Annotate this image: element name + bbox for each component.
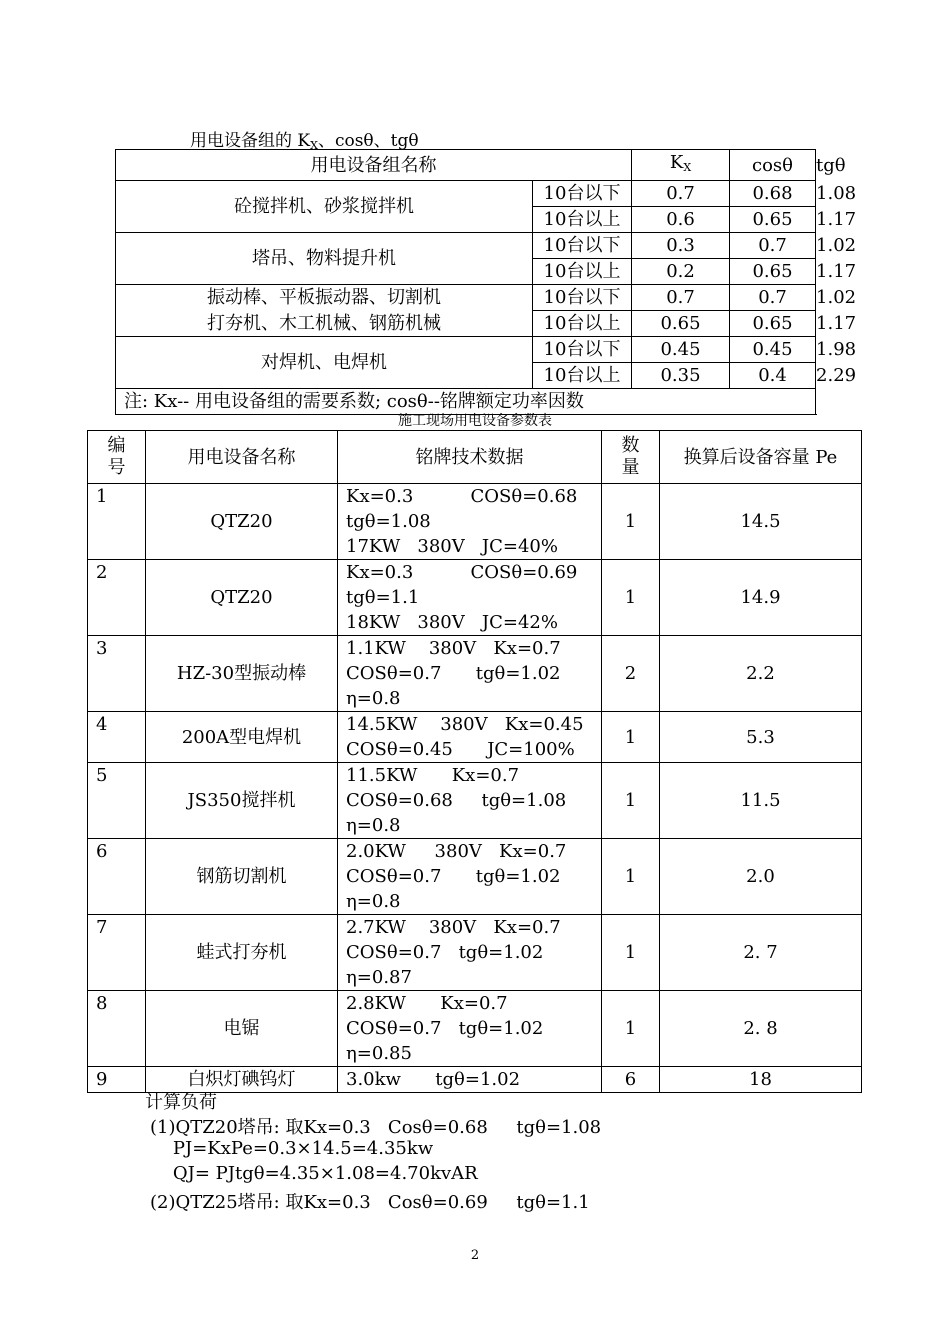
spec-cell: [338, 763, 602, 839]
spec-line: tgθ=1.1: [346, 587, 420, 608]
quantity-cell: 1: [602, 763, 660, 839]
row-number: 8: [88, 991, 146, 1067]
capacity-cell: 2.0: [660, 839, 862, 915]
spec-line: 14.5KW 380V Kx=0.45: [346, 714, 584, 735]
equipment-name: 200A型电焊机: [146, 712, 338, 763]
spec-line: tgθ=1.08: [346, 511, 431, 532]
row-number: 7: [88, 915, 146, 991]
spec-cell: [338, 484, 602, 560]
table-row: [88, 636, 862, 712]
spec-line: 3.0kw tgθ=1.02: [346, 1069, 521, 1090]
kx-cell: 0.45: [632, 337, 730, 363]
table-row: 振动棒、平板振动器、切割机 10台以下 0.7 0.7 1.02: [116, 285, 816, 311]
table-row: 塔吊、物料提升机 10台以下 0.3 0.7 1.02: [116, 233, 816, 259]
equipment-name: 钢筋切割机: [146, 839, 338, 915]
table-row: [88, 839, 862, 915]
table-row: 砼搅拌机、砂浆搅拌机 10台以下 0.7 0.68 1.08: [116, 181, 816, 207]
spec-line: COSθ=0.7 tgθ=1.02: [346, 1018, 544, 1039]
spec-line: COSθ=0.45 JC=100%: [346, 739, 575, 760]
cos-cell: 0.65: [730, 259, 816, 285]
group-name-line1: 振动棒、平板振动器、切割机: [116, 285, 533, 311]
equipment-name: JS350搅拌机: [146, 763, 338, 839]
quantity-cell: 1: [602, 484, 660, 560]
kx-cell: 0.3: [632, 233, 730, 259]
table2-caption: 施工现场用电设备参数表: [398, 413, 552, 429]
table-note: 注: Kx-- 用电设备组的需要系数; cosθ--铭牌额定功率因数: [116, 389, 816, 415]
equipment-name: HZ-30型振动棒: [146, 636, 338, 712]
spec-cell: [338, 560, 602, 636]
capacity-cell: 2. 7: [660, 915, 862, 991]
row-number: 3: [88, 636, 146, 712]
capacity-cell: 11.5: [660, 763, 862, 839]
group-name: 塔吊、物料提升机: [116, 233, 533, 285]
table1-caption: 用电设备组的 $K_X$、cosθ、tgθ: [190, 131, 419, 152]
header-group-name: 用电设备组名称: [116, 150, 632, 181]
table-row: [88, 712, 862, 763]
spec-line: Kx=0.3 COSθ=0.69: [346, 562, 578, 583]
condition-cell: 10台以上: [533, 259, 632, 285]
table-row: [88, 763, 862, 839]
cos-cell: 0.45: [730, 337, 816, 363]
equipment-rows: [88, 484, 862, 1093]
spec-cell: [338, 1067, 602, 1093]
group-name-line2: 打夯机、木工机械、钢筋机械: [116, 311, 533, 337]
spec-line: COSθ=0.7 tgθ=1.02: [346, 942, 544, 963]
kx-cell: 0.65: [632, 311, 730, 337]
cos-cell: 0.68: [730, 181, 816, 207]
calc-line: (2)QTZ25塔吊: 取Kx=0.3 Cosθ=0.69 tgθ=1.1: [150, 1192, 590, 1213]
quantity-cell: 2: [602, 636, 660, 712]
table-row: 10台以上 0.6 0.65 1.17: [116, 207, 816, 233]
row-number: 4: [88, 712, 146, 763]
quantity-cell: 6: [602, 1067, 660, 1093]
spec-line: COSθ=0.7 tgθ=1.02: [346, 663, 561, 684]
spec-line: η=0.85: [346, 1043, 412, 1064]
condition-cell: 10台以上: [533, 311, 632, 337]
condition-cell: 10台以下: [533, 233, 632, 259]
condition-cell: 10台以下: [533, 285, 632, 311]
quantity-cell: 1: [602, 991, 660, 1067]
table-row: 打夯机、木工机械、钢筋机械 10台以上 0.65 0.65 1.17: [116, 311, 816, 337]
capacity-cell: 2.2: [660, 636, 862, 712]
kx-cell: 0.2: [632, 259, 730, 285]
spec-line: η=0.87: [346, 967, 412, 988]
spec-line: 17KW 380V JC=40%: [346, 536, 558, 557]
table-row: 10台以上 0.2 0.65 1.17: [116, 259, 816, 285]
header-spec: 铭牌技术数据: [338, 431, 602, 484]
spec-line: 2.0KW 380V Kx=0.7: [346, 841, 567, 862]
header-qty: 数量: [602, 431, 660, 484]
spec-line: 11.5KW Kx=0.7: [346, 765, 520, 786]
page-number: 2: [470, 1248, 480, 1263]
equipment-name: QTZ20: [146, 560, 338, 636]
row-number: 6: [88, 839, 146, 915]
cos-cell: 0.65: [730, 311, 816, 337]
calc-line: QJ= PJtgθ=4.35×1.08=4.70kvAR: [150, 1163, 478, 1184]
calc-line: (1)QTZ20塔吊: 取Kx=0.3 Cosθ=0.68 tgθ=1.08: [150, 1117, 602, 1138]
group-name: 砼搅拌机、砂浆搅拌机: [116, 181, 533, 233]
table-row: [88, 915, 862, 991]
header-name: 用电设备名称: [146, 431, 338, 484]
header-kx: KX: [632, 150, 730, 181]
equipment-name: QTZ20: [146, 484, 338, 560]
kx-cell: 0.7: [632, 285, 730, 311]
cos-cell: 0.7: [730, 233, 816, 259]
condition-cell: 10台以下: [533, 181, 632, 207]
header-no: 编号: [88, 431, 146, 484]
kx-cell: 0.35: [632, 363, 730, 389]
table-row: 对焊机、电焊机 10台以下 0.45 0.45 1.98: [116, 337, 816, 363]
spec-line: COSθ=0.68 tgθ=1.08: [346, 790, 567, 811]
spec-cell: [338, 915, 602, 991]
quantity-cell: 1: [602, 839, 660, 915]
equipment-name: 蛙式打夯机: [146, 915, 338, 991]
spec-line: 2.7KW 380V Kx=0.7: [346, 917, 561, 938]
quantity-cell: 1: [602, 560, 660, 636]
equipment-table: [87, 430, 862, 1093]
spec-line: 2.8KW Kx=0.7: [346, 993, 508, 1014]
spec-line: 1.1KW 380V Kx=0.7: [346, 638, 561, 659]
spec-cell: [338, 839, 602, 915]
kx-cell: 0.7: [632, 181, 730, 207]
calc-title: 计算负荷: [145, 1092, 217, 1113]
spec-line: η=0.8: [346, 688, 401, 709]
row-number: 1: [88, 484, 146, 560]
table-row: [88, 991, 862, 1067]
equipment-name: 电锯: [146, 991, 338, 1067]
spec-line: η=0.8: [346, 815, 401, 836]
capacity-cell: 18: [660, 1067, 862, 1093]
capacity-cell: 14.5: [660, 484, 862, 560]
quantity-cell: 1: [602, 712, 660, 763]
header-pe: 换算后设备容量 Pe: [660, 431, 862, 484]
header-cos: cosθ: [730, 150, 816, 181]
row-number: 5: [88, 763, 146, 839]
row-number: 2: [88, 560, 146, 636]
condition-cell: 10台以下: [533, 337, 632, 363]
quantity-cell: 1: [602, 915, 660, 991]
table-row: [88, 484, 862, 560]
table-row: 10台以上 0.35 0.4 2.29: [116, 363, 816, 389]
coefficient-table: [115, 149, 857, 415]
spec-line: η=0.8: [346, 891, 401, 912]
equipment-name: 白炽灯碘钨灯: [146, 1067, 338, 1093]
calc-line: PJ=KxPe=0.3×14.5=4.35kw: [150, 1138, 434, 1159]
cos-cell: 0.4: [730, 363, 816, 389]
kx-cell: 0.6: [632, 207, 730, 233]
spec-cell: [338, 991, 602, 1067]
spec-cell: [338, 712, 602, 763]
capacity-cell: 14.9: [660, 560, 862, 636]
spec-line: 18KW 380V JC=42%: [346, 612, 558, 633]
condition-cell: 10台以上: [533, 207, 632, 233]
table-row: [88, 560, 862, 636]
cos-cell: 0.7: [730, 285, 816, 311]
spec-line: Kx=0.3 COSθ=0.68: [346, 486, 578, 507]
group-name: 对焊机、电焊机: [116, 337, 533, 389]
row-number: 9: [88, 1067, 146, 1093]
capacity-cell: 5.3: [660, 712, 862, 763]
spec-line: COSθ=0.7 tgθ=1.02: [346, 866, 561, 887]
table-header-row: [88, 431, 862, 484]
spec-cell: [338, 636, 602, 712]
capacity-cell: 2. 8: [660, 991, 862, 1067]
table-header-row: 用电设备组名称 KX cosθ tgθ: [116, 150, 816, 181]
condition-cell: 10台以上: [533, 363, 632, 389]
cos-cell: 0.65: [730, 207, 816, 233]
